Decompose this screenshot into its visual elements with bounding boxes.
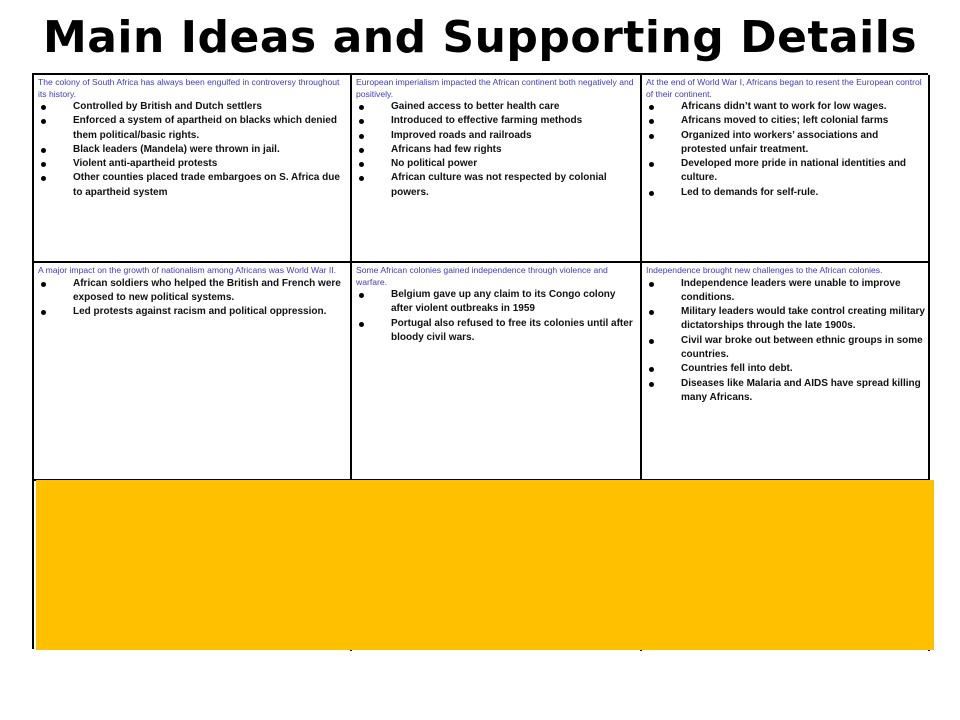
main-idea-text: The colony of South Africa has always been engulfed in controversy throughout its history. bbox=[38, 77, 340, 99]
list-item: Organized into workers’ associations and protested unfair treatment. bbox=[646, 129, 925, 158]
list-item: African culture was not respected by colonial powers. bbox=[356, 171, 637, 200]
table-cell bbox=[34, 263, 352, 481]
main-idea-text: A major impact on the growth of nationalism among Africans was World War II. bbox=[38, 265, 337, 275]
bullet-icon bbox=[359, 176, 364, 181]
bullet-icon bbox=[649, 382, 654, 387]
bullet-icon bbox=[649, 310, 654, 315]
list-item: Other counties placed trade embargoes on S. Africa due to apartheid system bbox=[38, 171, 347, 200]
list-item: Diseases like Malaria and AIDS have spread killing many Africans. bbox=[646, 377, 925, 406]
list-item: Controlled by British and Dutch settlers bbox=[38, 100, 347, 114]
bullet-icon bbox=[359, 162, 364, 167]
bullet-icon bbox=[649, 282, 654, 287]
bullet-icon bbox=[359, 293, 364, 298]
list-item: Led to demands for self-rule. bbox=[646, 186, 925, 200]
main-idea-text: At the end of World War I, Africans began to resent the European control of their continent. bbox=[646, 77, 922, 99]
list-item: Portugal also refused to free its colonies until after bloody civil wars. bbox=[356, 317, 637, 346]
details-list bbox=[646, 100, 925, 200]
list-item: Countries fell into debt. bbox=[646, 362, 925, 376]
list-item: Enforced a system of apartheid on blacks which denied them political/basic rights. bbox=[38, 114, 347, 143]
bullet-icon bbox=[649, 162, 654, 167]
list-item: Improved roads and railroads bbox=[356, 129, 637, 143]
bullet-icon bbox=[649, 367, 654, 372]
list-item: Belgium gave up any claim to its Congo colony after violent outbreaks in 1959 bbox=[356, 288, 637, 317]
bullet-icon bbox=[649, 134, 654, 139]
list-item: Africans had few rights bbox=[356, 143, 637, 157]
bullet-icon bbox=[359, 148, 364, 153]
bullet-icon bbox=[649, 119, 654, 124]
list-item: Black leaders (Mandela) were thrown in jail. bbox=[38, 143, 347, 157]
list-item: Africans moved to cities; left colonial farms bbox=[646, 114, 925, 128]
list-item: Gained access to better health care bbox=[356, 100, 637, 114]
bullet-icon bbox=[649, 105, 654, 110]
bullet-icon bbox=[41, 162, 46, 167]
yellow-cover-box bbox=[36, 480, 934, 650]
bullet-icon bbox=[41, 176, 46, 181]
bullet-icon bbox=[41, 119, 46, 124]
main-idea-text: European imperialism impacted the African continent both negatively and positively. bbox=[356, 77, 634, 99]
details-list bbox=[38, 277, 347, 320]
list-item: Africans didn’t want to work for low wages. bbox=[646, 100, 925, 114]
table-cell bbox=[642, 263, 930, 481]
table-cell bbox=[352, 263, 642, 481]
bullet-icon bbox=[41, 148, 46, 153]
list-item: African soldiers who helped the British and French were exposed to new political systems. bbox=[38, 277, 347, 306]
list-item: Introduced to effective farming methods bbox=[356, 114, 637, 128]
details-list bbox=[646, 277, 925, 406]
list-item: No political power bbox=[356, 157, 637, 171]
main-idea-text: Some African colonies gained independence through violence and warfare. bbox=[356, 265, 608, 287]
bullet-icon bbox=[359, 105, 364, 110]
details-list bbox=[356, 100, 637, 200]
bullet-icon bbox=[649, 339, 654, 344]
page-title: Main Ideas and Supporting Details bbox=[42, 12, 918, 63]
bullet-icon bbox=[359, 322, 364, 327]
details-list bbox=[356, 288, 637, 345]
list-item: Military leaders would take control creating military dictatorships through the late 1900s. bbox=[646, 305, 925, 334]
list-item: Independence leaders were unable to improve conditions. bbox=[646, 277, 925, 306]
bullet-icon bbox=[359, 134, 364, 139]
list-item: Led protests against racism and political oppression. bbox=[38, 305, 347, 319]
bullet-icon bbox=[41, 105, 46, 110]
bullet-icon bbox=[41, 282, 46, 287]
bullet-icon bbox=[649, 191, 654, 196]
bullet-icon bbox=[359, 119, 364, 124]
details-list bbox=[38, 100, 347, 200]
bullet-icon bbox=[41, 310, 46, 315]
table-cell bbox=[642, 75, 930, 263]
list-item: Developed more pride in national identities and culture. bbox=[646, 157, 925, 186]
list-item: Violent anti-apartheid protests bbox=[38, 157, 347, 171]
main-idea-text: Independence brought new challenges to the African colonies. bbox=[646, 265, 883, 275]
table-cell bbox=[352, 75, 642, 263]
table-cell bbox=[34, 75, 352, 263]
list-item: Civil war broke out between ethnic groups in some countries. bbox=[646, 334, 925, 363]
